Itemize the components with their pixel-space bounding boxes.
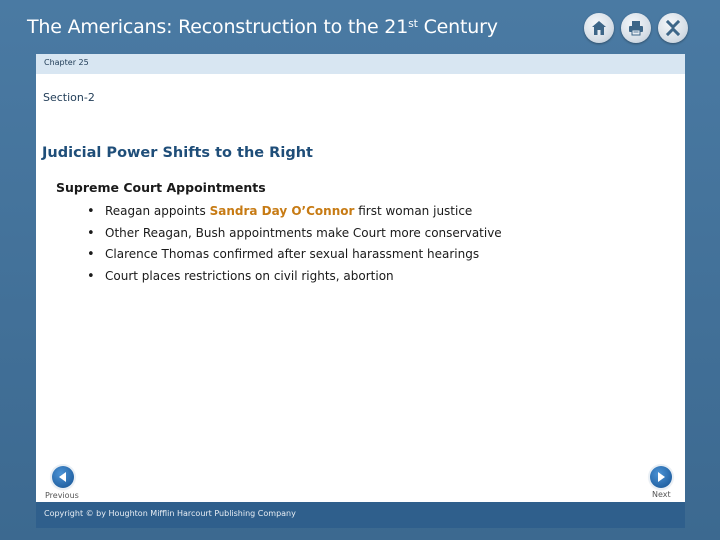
nav-icon-group [584, 13, 688, 43]
bullet-list [84, 201, 502, 288]
previous-label: Previous [45, 491, 79, 500]
chapter-bar [36, 54, 685, 74]
print-icon [627, 19, 645, 37]
slide-title [27, 12, 498, 42]
title-main: The Americans: Reconstruction to the 21 [27, 16, 409, 38]
bullet-item: • Court places restrictions on civil rights, abortion [84, 266, 502, 288]
next-label: Next [652, 490, 671, 499]
slide-heading: Judicial Power Shifts to the Right [42, 145, 313, 161]
arrow-right-icon [655, 471, 667, 483]
subheading: Supreme Court Appointments [56, 180, 266, 195]
chapter-label: Chapter 25 [44, 58, 89, 67]
next-button[interactable] [650, 466, 672, 488]
title-superscript: st [408, 17, 418, 30]
close-button[interactable] [658, 13, 688, 43]
arrow-left-icon [57, 471, 69, 483]
title-end: Century [417, 16, 498, 38]
section-label: Section-2 [43, 91, 95, 104]
bullet-text: Reagan appoints [105, 204, 210, 218]
highlighted-name: Sandra Day O’Connor [209, 204, 355, 218]
home-button[interactable] [584, 13, 614, 43]
bullet-text: first woman justice [354, 204, 473, 218]
copyright-text: Copyright © by Houghton Mifflin Harcourt Publishing Company [44, 509, 296, 518]
bullet-item: • Clarence Thomas confirmed after sexual harassment hearings [84, 244, 502, 266]
close-icon [664, 19, 682, 37]
home-icon [590, 19, 608, 37]
previous-button[interactable] [52, 466, 74, 488]
footer-bar [36, 502, 685, 528]
bullet-item: • Other Reagan, Bush appointments make Court more conservative [84, 223, 502, 245]
content-panel [36, 54, 685, 502]
print-button[interactable] [621, 13, 651, 43]
bullet-item [84, 201, 502, 223]
